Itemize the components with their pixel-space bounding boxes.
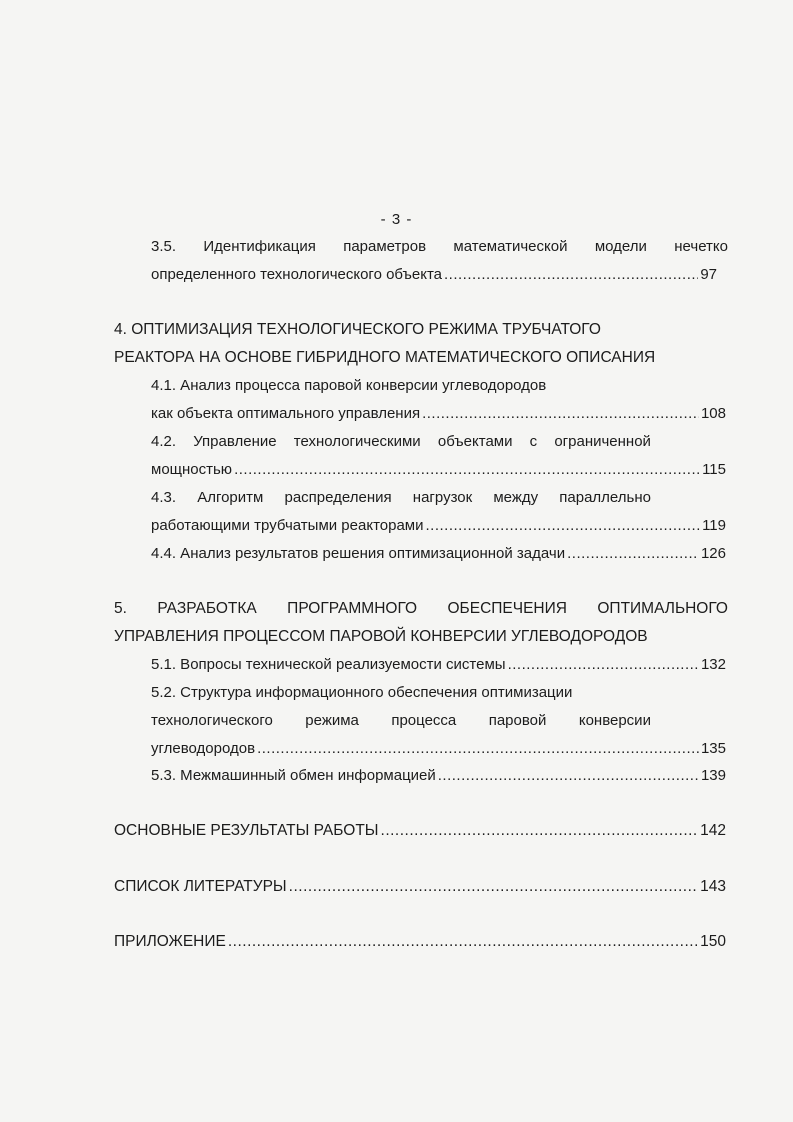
toc-5-2-line1: 5.2. Структура информационного обеспечения оптимизации: [151, 684, 573, 701]
leader-dots: [228, 931, 698, 953]
toc-word: режима: [305, 712, 359, 729]
toc-word: ограниченной: [554, 433, 651, 450]
toc-page-number: 126: [700, 545, 726, 562]
toc-page-number: 132: [700, 656, 726, 673]
toc-word: объектами: [437, 433, 513, 450]
toc-word: РАЗРАБОТКА: [157, 600, 257, 617]
toc-4-3-line2[interactable]: [151, 515, 726, 537]
toc-entry-title: работающими трубчатыми реакторами: [151, 517, 424, 534]
toc-entry-title: как объекта оптимального управления: [151, 405, 421, 422]
chapter-5-title-line1[interactable]: [114, 598, 728, 620]
toc-literature[interactable]: [114, 876, 726, 898]
toc-3-5-line2[interactable]: [151, 264, 717, 286]
toc-page-number: 97: [700, 266, 717, 283]
toc-word: нечетко: [674, 238, 728, 255]
leader-dots: [425, 515, 700, 537]
toc-page-number: 150: [700, 933, 726, 950]
leader-dots: [234, 459, 700, 481]
toc-page-number: 139: [700, 767, 726, 784]
toc-word: распределения: [284, 489, 392, 506]
toc-4-2-line1: [151, 431, 651, 453]
toc-entry-title: определенного технологического объекта: [151, 266, 443, 283]
toc-word: технологического: [151, 712, 273, 729]
toc-page-number: 108: [700, 405, 726, 422]
toc-entry-title: 4.4. Анализ результатов решения оптимизационной задачи: [151, 545, 566, 562]
toc-entry-title: 5.1. Вопросы технической реализуемости системы: [151, 656, 506, 673]
toc-word: математической: [453, 238, 568, 255]
toc-word: нагрузок: [412, 489, 473, 506]
toc-word: технологическими: [293, 433, 421, 450]
toc-word: 3.5.: [151, 238, 177, 255]
toc-word: 5.: [114, 600, 127, 617]
toc-main-results[interactable]: [114, 820, 726, 842]
toc-entry-title: ОСНОВНЫЕ РЕЗУЛЬТАТЫ РАБОТЫ: [114, 822, 379, 839]
toc-page-number: 135: [700, 740, 726, 757]
toc-entry-title: мощностью: [151, 461, 233, 478]
toc-page-number: 143: [700, 878, 726, 895]
toc-word: 4.3.: [151, 489, 177, 506]
leader-dots: [444, 264, 698, 286]
toc-4-2-line2[interactable]: [151, 459, 726, 481]
toc-5-2-line2: [151, 710, 651, 732]
toc-word: конверсии: [578, 712, 651, 729]
toc-word: Алгоритм: [197, 489, 264, 506]
toc-entry-title: ПРИЛОЖЕНИЕ: [114, 933, 226, 950]
toc-4-3-line1: [151, 487, 651, 509]
toc-word: Управление: [193, 433, 277, 450]
toc-entry-title: углеводородов: [151, 740, 256, 757]
toc-word: с: [529, 433, 538, 450]
leader-dots: [422, 403, 699, 425]
toc-4-4[interactable]: [151, 543, 726, 565]
toc-5-2-line3[interactable]: [151, 738, 726, 760]
toc-entry-title: 5.3. Межмашинный обмен информацией: [151, 767, 436, 784]
leader-dots: [508, 654, 699, 676]
toc-word: ОПТИМАЛЬНОГО: [597, 600, 728, 617]
toc-page-number: 142: [700, 822, 726, 839]
toc-4-1-line2[interactable]: [151, 403, 726, 425]
toc-word: 4.2.: [151, 433, 177, 450]
leader-dots: [381, 820, 699, 842]
toc-word: модели: [594, 238, 647, 255]
toc-page-number: 119: [702, 517, 726, 534]
toc-word: ОБЕСПЕЧЕНИЯ: [447, 600, 567, 617]
toc-word: процесса: [391, 712, 457, 729]
toc-5-3[interactable]: [151, 765, 726, 787]
chapter-4-title-line2[interactable]: РЕАКТОРА НА ОСНОВЕ ГИБРИДНОГО МАТЕМАТИЧЕСКОГО ОПИСАНИЯ: [114, 349, 656, 366]
leader-dots: [257, 738, 699, 760]
chapter-4-title-line1[interactable]: 4. ОПТИМИЗАЦИЯ ТЕХНОЛОГИЧЕСКОГО РЕЖИМА ТРУБЧАТОГО: [114, 321, 601, 338]
toc-word: между: [493, 489, 539, 506]
toc-3-5-line1: [151, 236, 728, 258]
leader-dots: [289, 876, 698, 898]
toc-4-1-line1: 4.1. Анализ процесса паровой конверсии углеводородов: [151, 377, 547, 394]
toc-word: паровой: [488, 712, 547, 729]
chapter-5-title-line2[interactable]: УПРАВЛЕНИЯ ПРОЦЕССОМ ПАРОВОЙ КОНВЕРСИИ УГЛЕВОДОРОДОВ: [114, 628, 648, 645]
toc-entry-title: СПИСОК ЛИТЕРАТУРЫ: [114, 878, 287, 895]
toc-page-number: 115: [702, 461, 726, 478]
page-number: - 3 -: [380, 211, 413, 228]
leader-dots: [438, 765, 699, 787]
toc-word: ПРОГРАММНОГО: [287, 600, 418, 617]
toc-appendix[interactable]: [114, 931, 726, 953]
toc-word: параметров: [343, 238, 427, 255]
toc-word: параллельно: [559, 489, 651, 506]
toc-5-1[interactable]: [151, 654, 726, 676]
toc-word: Идентификация: [203, 238, 316, 255]
leader-dots: [567, 543, 699, 565]
